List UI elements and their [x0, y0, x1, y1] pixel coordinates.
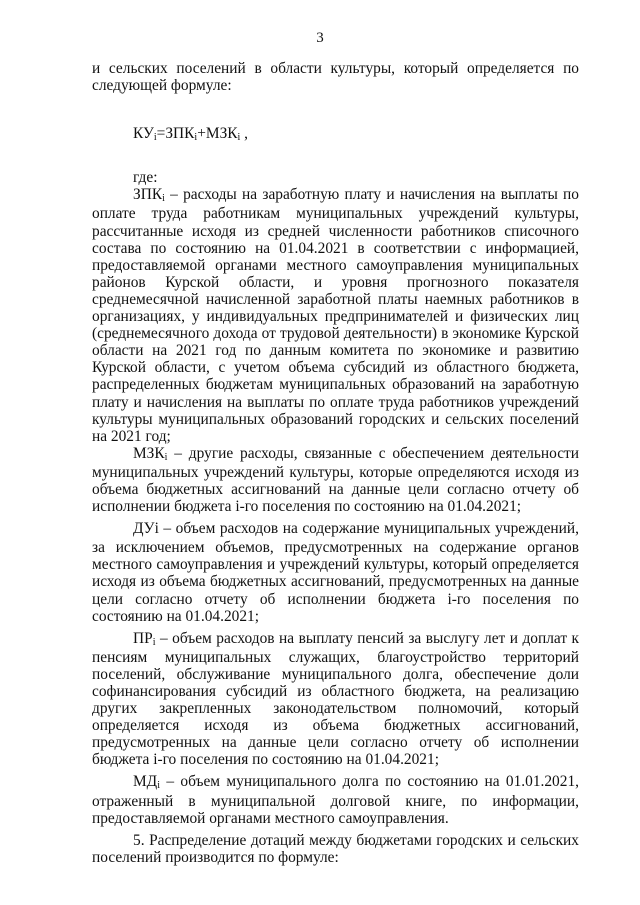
formula-sub: i	[153, 132, 157, 144]
term-text: – объем муниципального долга по состоянию на 01.01.2021, отраженный в муниципальной долговой книге, по информации, предоставляемой органами местного самоуправления.	[92, 773, 579, 827]
term-definition-md	[92, 773, 579, 826]
term-symbol: ПР	[133, 629, 153, 647]
document-body	[92, 60, 579, 866]
term-subscript: i	[164, 451, 168, 463]
formula-plus: +МЗК	[197, 125, 238, 143]
term-subscript: i	[162, 193, 165, 205]
formula-ku	[92, 125, 579, 144]
term-text: – объем расходов на содержание муниципальных учреждений, за исключением объемов, предусмотренных на содержание органов местного самоуправления и учреждений культуры, который определяется исходя из объема бюджетных ассигнований, предусмотренных на данные цели согласно отчету об исполнении бюджета i-го поселения по состоянию на 01.04.2021;	[92, 520, 579, 625]
formula-tail: ,	[240, 125, 249, 143]
term-symbol: ЗПК	[133, 186, 163, 204]
term-symbol: МД	[133, 773, 158, 791]
term-symbol: МЗК	[133, 444, 165, 462]
where-label: где:	[133, 169, 158, 187]
formula-eq: =ЗПК	[156, 125, 195, 143]
term-subscript: i	[152, 636, 156, 648]
formula-lhs: КУ	[133, 125, 154, 143]
term-subscript: i	[157, 780, 160, 792]
formula-sub: i	[237, 132, 241, 144]
closing-paragraph: 5. Распределение дотаций между бюджетами городских и сельских поселений производится по формуле:	[92, 831, 579, 866]
formula-sub: i	[194, 132, 198, 144]
term-text: – объем расходов на выплату пенсий за выслугу лет и доплат к пенсиям муниципальных служащих, благоустройство территорий поселений, обслуживание муниципального долга, обеспечение доли софинансирования субсидий из областного бюджета, на реализацию других закрепленных законодательством полномочий, который определяется исходя из объема бюджетных ассигнований, предусмотренных на данные цели согласно отчету об исполнении бюджета i-го поселения по состоянию на 01.04.2021;	[92, 629, 579, 769]
term-definition-pr	[92, 630, 579, 769]
term-definition-du	[92, 520, 579, 625]
term-text: – другие расходы, связанные с обеспечением деятельности муниципальных учреждений культуры, которые определяются исходя из объема бюджетных ассигнований на данные цели согласно отчету об исполнении бюджета i-го поселения по состоянию на 01.04.2021;	[92, 444, 579, 516]
intro-paragraph: и сельских поселений в области культуры, который определяется по следующей формуле:	[92, 60, 579, 95]
term-definition-zpk	[92, 186, 579, 444]
term-text: – расходы на заработную плату и начисления на выплаты по оплате труда работникам муниципальных учреждений культуры, рассчитанные исходя из средней численности работников списочного состава по состоянию на 01.04.2021 в соответствии с информацией, предоставляемой органами местного самоуправления муниципальных районов Курской области, и уровня прогнозного показателя среднемесячной начисленной заработной платы наемных работников в организациях, у индивидуальных предпринимателей и физических лиц (среднемесячного дохода от трудовой деятельности) в экономике Курской области на 2021 год по данным комитета по экономике и развитию Курской области, с учетом объема субсидий из областного бюджета, распределенных бюджетам муниципальных образований на заработную плату и начисления на выплаты по оплате труда работников учреждений культуры муниципальных образований городских и сельских поселений на 2021 год;	[92, 186, 579, 445]
term-definition-mzk	[92, 445, 579, 515]
page-number: 3	[316, 30, 324, 46]
term-symbol: ДУi	[133, 520, 159, 538]
